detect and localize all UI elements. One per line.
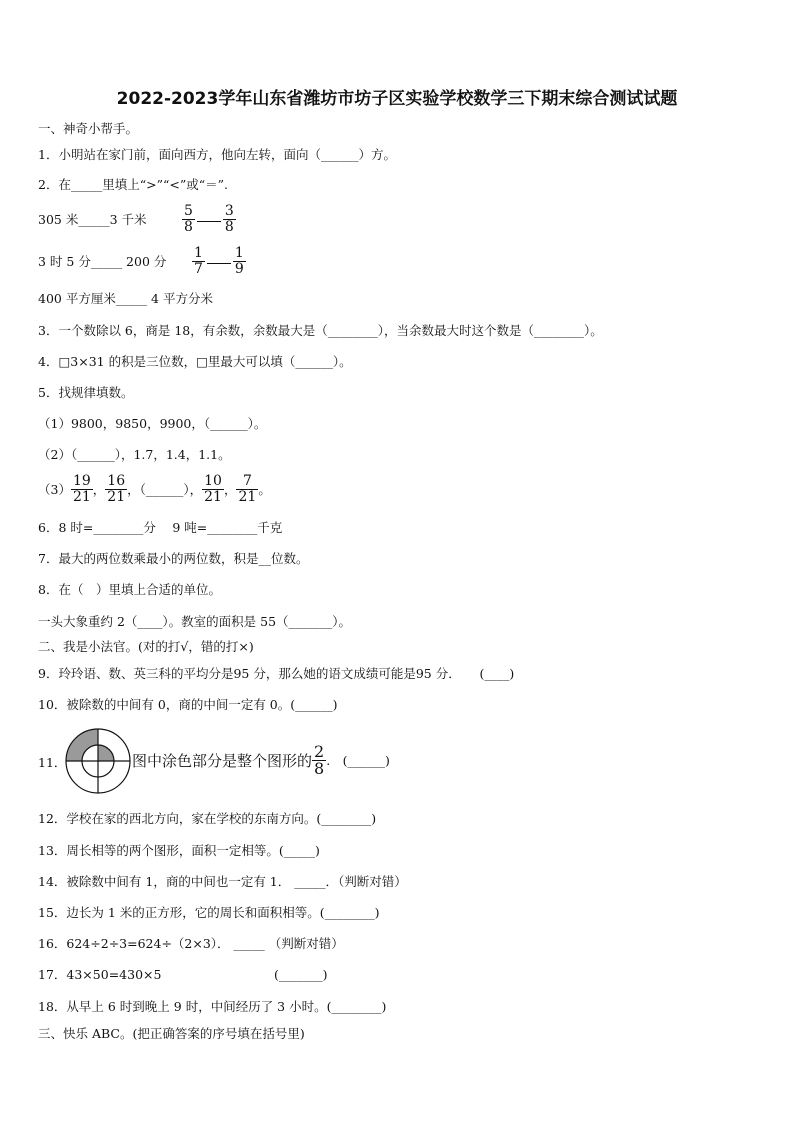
fraction (182, 204, 195, 235)
denominator: 21 (204, 489, 222, 505)
denominator: 8 (224, 219, 234, 235)
blank (207, 263, 231, 264)
question-8: 8．在（ ）里填上合适的单位。 (38, 582, 221, 597)
fraction (192, 246, 205, 277)
denominator: 8 (184, 219, 193, 235)
numerator: 19 (72, 473, 91, 489)
separator: ， (223, 481, 237, 497)
denominator: 21 (238, 489, 257, 505)
question-18: 18．从早上 6 时到晚上 9 时，中间经历了 3 小时。(________) (38, 999, 387, 1014)
section-2-heading: 二、我是小法官。(对的打√，错的打×) (38, 639, 254, 654)
question-17: 17．43×50=430×5 (_______) (38, 967, 328, 982)
numerator: 1 (194, 245, 203, 261)
question-text: 图中涂色部分是整个图形的 (132, 751, 313, 770)
question-11-text (132, 744, 390, 777)
section-3-heading: 三、快乐 ABC。(把正确答案的序号填在括号里) (38, 1026, 305, 1041)
numerator: 16 (107, 473, 126, 489)
blank-text: ，（______）， (127, 481, 203, 497)
denominator: 21 (107, 489, 126, 505)
question-2a-fraction-compare (182, 203, 236, 235)
question-6: 6．8 时=________分 9 吨=________千克 (38, 520, 283, 535)
question-3: 3．一个数除以 6，商是 18，有余数，余数最大是（________），当余数最大时这个数是（________）。 (38, 323, 603, 338)
page-title: 2022-2023学年山东省潍坊市坊子区实验学校数学三下期末综合测试试题 (116, 89, 678, 109)
question-7: 7．最大的两位数乘最小的两位数，积是__位数。 (38, 551, 309, 566)
question-2: 2．在_____里填上“>”“<”或“＝”. (38, 177, 228, 192)
separator: ， (92, 481, 106, 497)
blank (197, 221, 221, 222)
answer-blank: . (______) (326, 752, 390, 768)
question-5-1: （1）9800，9850，9900，（______）。 (38, 416, 267, 431)
question-9: 9．玲玲语、数、英三科的平均分是95 分，那么她的语文成绩可能是95 分． (____) (38, 666, 515, 681)
fraction (105, 474, 127, 505)
end-punct: 。 (258, 481, 271, 497)
question-15: 15．边长为 1 米的正方形，它的周长和面积相等。(________) (38, 905, 380, 920)
fraction (202, 474, 224, 505)
question-5-3 (38, 474, 271, 505)
question-10: 10．被除数的中间有 0，商的中间一定有 0。(______) (38, 697, 338, 712)
question-5-2: （2）（______），1.7，1.4，1.1。 (38, 447, 231, 462)
fraction (223, 204, 236, 235)
question-16: 16．624÷2÷3=624÷（2×3）． _____ （判断对错） (38, 936, 344, 951)
question-1: 1．小明站在家门前，面向西方，他向左转，面向（______）方。 (38, 147, 396, 162)
label: （3） (38, 481, 71, 497)
question-11-number: 11． (38, 755, 67, 770)
question-14: 14．被除数中间有 1，商的中间也一定有 1． _____．（判断对错） (38, 874, 407, 889)
question-5: 5．找规律填数。 (38, 385, 134, 400)
section-1-heading: 一、神奇小帮手。 (38, 121, 139, 136)
fraction (236, 474, 258, 505)
fraction (71, 474, 93, 505)
question-2b-left: 3 时 5 分_____ 200 分 (38, 254, 167, 269)
numerator: 1 (234, 245, 244, 261)
denominator: 21 (72, 489, 91, 505)
circle-figure (65, 728, 131, 794)
fraction (233, 246, 246, 277)
question-2b-fraction-compare (192, 245, 246, 277)
question-2c: 400 平方厘米_____ 4 平方分米 (38, 291, 213, 306)
numerator: 10 (204, 473, 222, 489)
question-12: 12．学校在家的西北方向，家在学校的东南方向。(________) (38, 811, 377, 826)
numerator: 5 (184, 203, 193, 219)
numerator: 2 (314, 742, 325, 761)
question-8-1: 一头大象重约 2（____）。教室的面积是 55（_______）。 (38, 614, 352, 629)
fraction (312, 744, 326, 777)
question-13: 13．周长相等的两个图形，面积一定相等。(_____) (38, 843, 320, 858)
numerator: 3 (224, 203, 234, 219)
denominator: 9 (234, 261, 244, 277)
question-2a-left: 305 米_____3 千米 (38, 212, 147, 227)
denominator: 7 (194, 261, 203, 277)
numerator: 7 (242, 473, 252, 489)
denominator: 8 (314, 759, 325, 778)
question-4: 4．□3×31 的积是三位数，□里最大可以填（______）。 (38, 354, 352, 369)
